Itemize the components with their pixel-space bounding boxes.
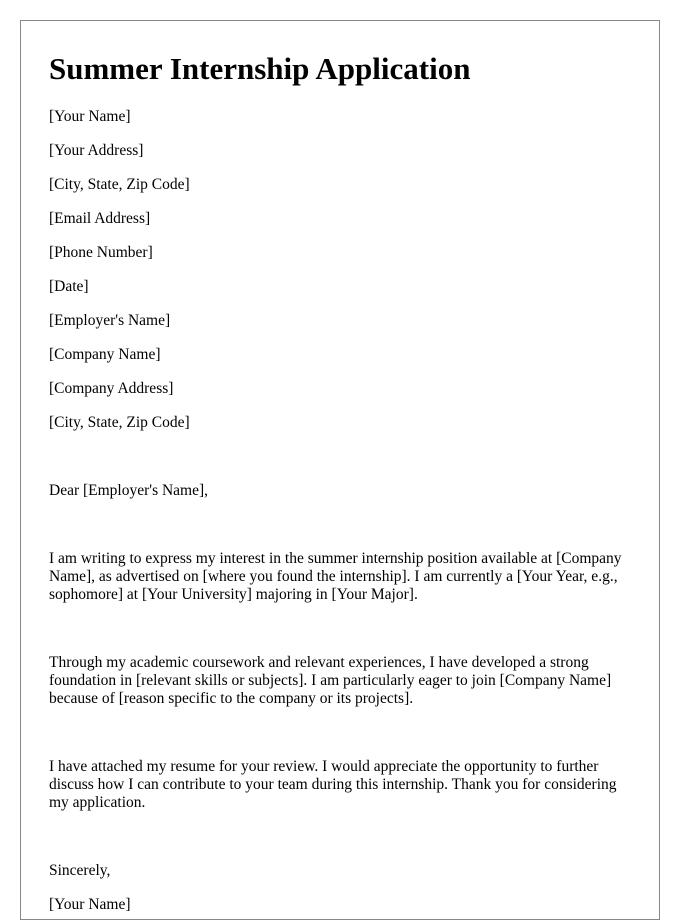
recipient-company-name: [Company Name] <box>49 346 161 363</box>
closing: Sincerely, <box>49 862 111 879</box>
recipient-city-state-zip: [City, State, Zip Code] <box>49 414 190 431</box>
signature-name: [Your Name] <box>49 896 131 913</box>
recipient-company-address: [Company Address] <box>49 380 174 397</box>
letter-page <box>20 20 660 920</box>
sender-city-state-zip: [City, State, Zip Code] <box>49 176 190 193</box>
body-paragraph: I have attached my resume for your review. I would appreciate the opportunity to further discuss how I can contribute to your team during this internship. Thank you for considering my application. <box>49 758 617 811</box>
sender-email: [Email Address] <box>49 210 151 227</box>
document-title: Summer Internship Application <box>49 51 471 86</box>
body-paragraph: I am writing to express my interest in the summer internship position available at [Company Name], as advertised on [where you found the internship]. I am currently a [Your Year, e.g., sophomore] at [Your University] majoring in [Your Major]. <box>49 550 622 603</box>
sender-phone: [Phone Number] <box>49 244 153 261</box>
body-paragraph: Through my academic coursework and relevant experiences, I have developed a strong foundation in [relevant skills or subjects]. I am particularly eager to join [Company Name] because of [reason specific to the company or its projects]. <box>49 654 612 707</box>
salutation: Dear [Employer's Name], <box>49 482 209 499</box>
recipient-employer-name: [Employer's Name] <box>49 312 171 329</box>
letter-date: [Date] <box>49 278 89 295</box>
sender-name: [Your Name] <box>49 108 131 125</box>
sender-address: [Your Address] <box>49 142 144 159</box>
